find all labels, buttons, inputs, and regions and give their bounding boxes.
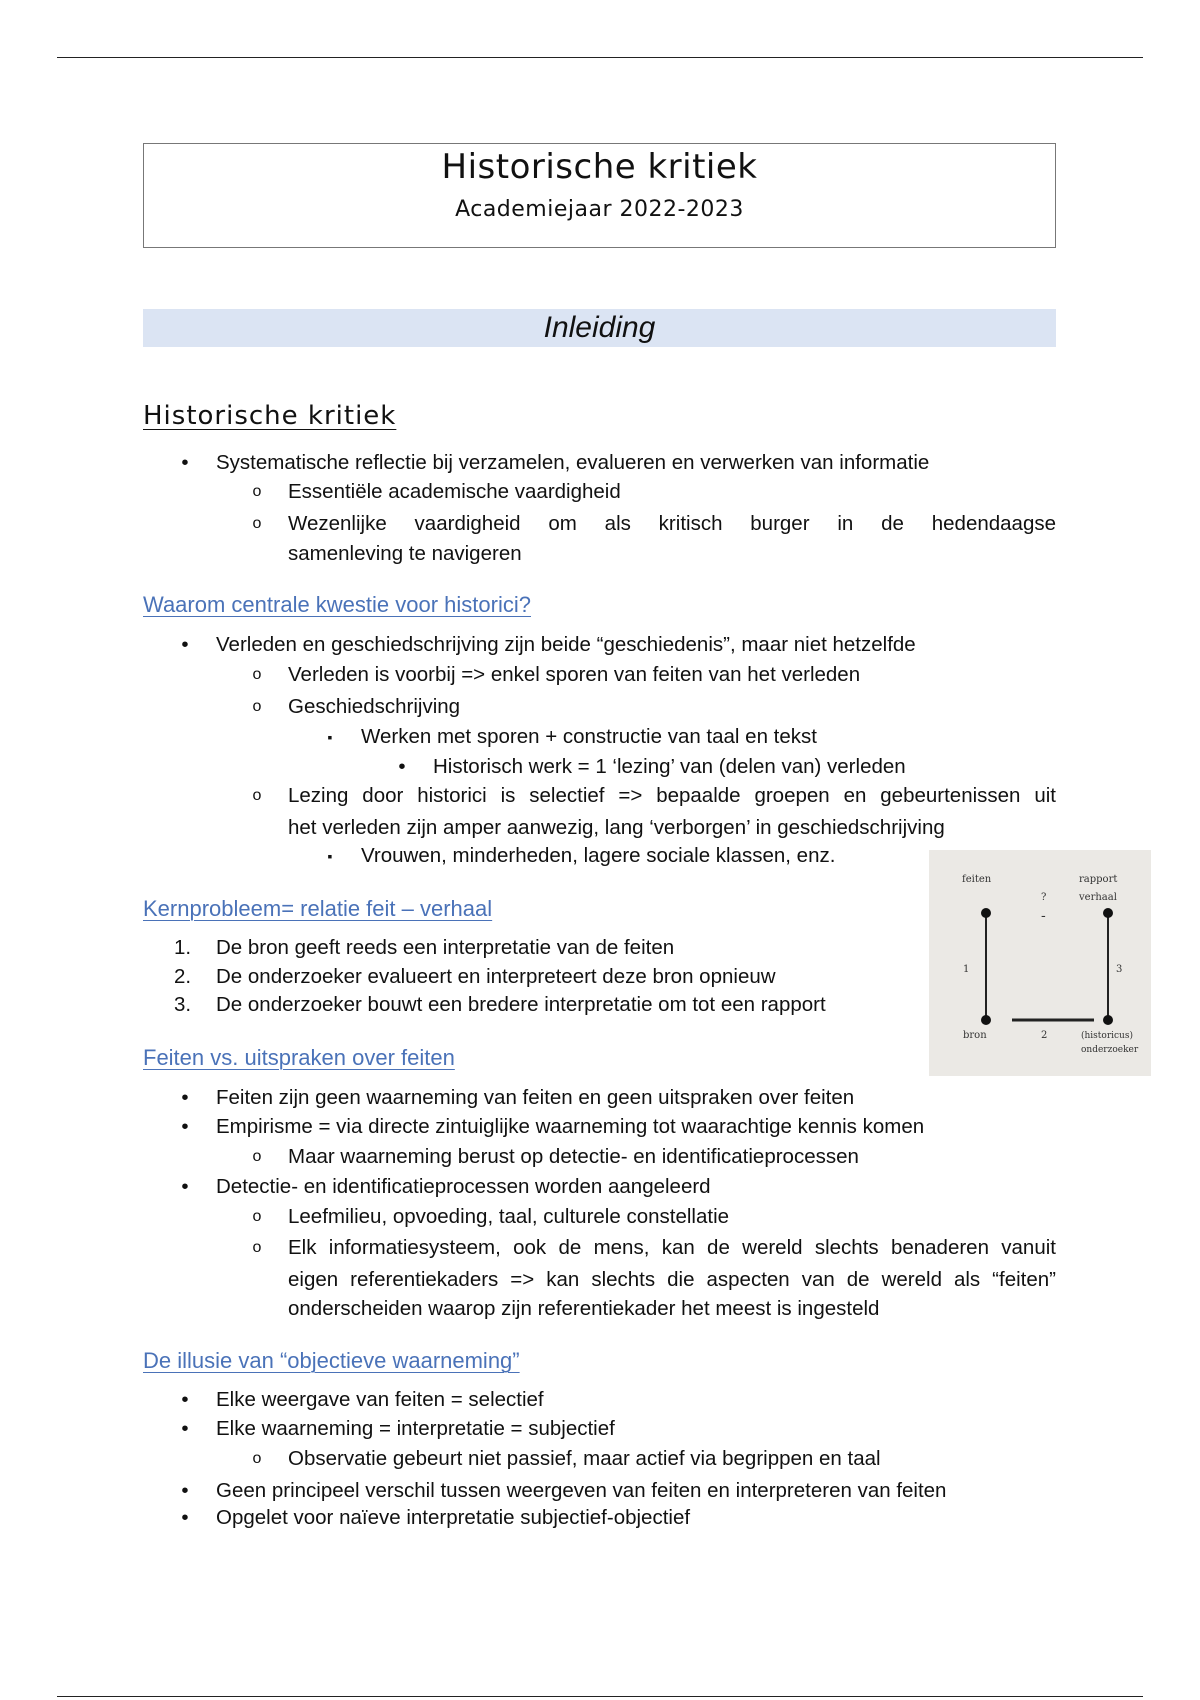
- bottom-rule: [57, 1696, 1143, 1697]
- sub-bullet-item: o Maar waarneming berust op detectie- en identificatieprocessen: [252, 1145, 859, 1168]
- diagram-edge-1: 1: [963, 964, 970, 975]
- bullet-item: • Empirisme = via directe zintuiglijke waarneming tot waarachtige kennis komen: [181, 1115, 925, 1138]
- diagram-question-mark: ?: [1041, 892, 1047, 903]
- diagram-label-feiten: feiten: [962, 874, 992, 885]
- continuation-line: het verleden zijn amper aanwezig, lang ‘verborgen’ in geschiedschrijving: [288, 816, 945, 839]
- title-box: [143, 143, 1056, 248]
- bullet-item: • Elke waarneming = interpretatie = subjectief: [181, 1417, 615, 1440]
- sub-bullet-item: o Leefmilieu, opvoeding, taal, culturele constellatie: [252, 1205, 730, 1228]
- heading-kernprobleem: Kernprobleem= relatie feit – verhaal: [143, 896, 493, 921]
- diagram-edge-2-right: 3: [1116, 964, 1123, 975]
- diagram-label-verhaal: verhaal: [1079, 892, 1117, 903]
- diagram-node-rapport: [1103, 908, 1113, 918]
- diagram-label-historicus: (historicus): [1081, 1031, 1133, 1041]
- heading-waarom: Waarom centrale kwestie voor historici?: [143, 592, 531, 617]
- sub-bullet-item: o Wezenlijke vaardigheid om als kritisch burger in de hedendaagse: [252, 512, 1056, 535]
- sub-bullet-item: o Elk informatiesysteem, ook de mens, kan de wereld slechts benaderen vanuit: [252, 1236, 1056, 1259]
- heading-illusie: De illusie van “objectieve waarneming”: [143, 1348, 520, 1373]
- diagram-node-onderzoeker: [1103, 1015, 1113, 1025]
- top-rule: [57, 57, 1143, 58]
- bullet-item: • Systematische reflectie bij verzamelen, evalueren en verwerken van informatie: [181, 451, 930, 474]
- heading-historische-kritiek: Historische kritiek: [143, 401, 397, 431]
- sub-sub-bullet-item: ▪ Werken met sporen + constructie van taal en tekst: [327, 725, 817, 748]
- continuation-line: eigen referentiekaders => kan slechts die aspecten van de wereld als “feiten”: [288, 1268, 1056, 1291]
- bullet-item: • Geen principeel verschil tussen weergeven van feiten en interpreteren van feiten: [181, 1479, 947, 1502]
- numbered-item: 1. De bron geeft reeds een interpretatie van de feiten: [174, 936, 675, 959]
- diagram-label-rapport: rapport: [1079, 874, 1118, 885]
- numbered-item: 2. De onderzoeker evalueert en interpreteert deze bron opnieuw: [174, 965, 776, 988]
- bullet-item: • Elke weergave van feiten = selectief: [181, 1388, 544, 1411]
- diagram-dash: -: [1041, 908, 1046, 924]
- sub-sub-bullet-item: ▪ Vrouwen, minderheden, lagere sociale klassen, enz.: [327, 844, 836, 867]
- bullet-item: • Detectie- en identificatieprocessen worden aangeleerd: [181, 1175, 711, 1198]
- diagram-label-onderzoeker: onderzoeker: [1081, 1045, 1139, 1055]
- sub-bullet-item: o Essentiële academische vaardigheid: [252, 480, 621, 503]
- sub-bullet-item: o Lezing door historici is selectief => bepaalde groepen en gebeurtenissen uit: [252, 784, 1056, 807]
- heading-feiten-vs-uitspraken: Feiten vs. uitspraken over feiten: [143, 1045, 455, 1070]
- continuation-line: onderscheiden waarop zijn referentiekader het meest is ingesteld: [288, 1297, 880, 1320]
- bullet-item: • Verleden en geschiedschrijving zijn beide “geschiedenis”, maar niet hetzelfde: [181, 633, 916, 656]
- sub-bullet-item: o Observatie gebeurt niet passief, maar actief via begrippen en taal: [252, 1447, 881, 1470]
- bullet-item: • Feiten zijn geen waarneming van feiten en geen uitspraken over feiten: [181, 1086, 855, 1109]
- numbered-item: 3. De onderzoeker bouwt een bredere interpretatie om tot een rapport: [174, 993, 826, 1016]
- sub-bullet-item: o Verleden is voorbij => enkel sporen van feiten van het verleden: [252, 663, 861, 686]
- diagram-label-bron: bron: [963, 1030, 987, 1041]
- diagram-edge-2: 2: [1041, 1030, 1048, 1041]
- section-heading: Inleiding: [143, 309, 1056, 347]
- level4-bullet-item: • Historisch werk = 1 ‘lezing’ van (delen van) verleden: [398, 755, 906, 778]
- diagram-node-feiten: [981, 908, 991, 918]
- bullet-item: • Opgelet voor naïeve interpretatie subjectief-objectief: [181, 1506, 691, 1529]
- document-title: Historische kritiek: [441, 147, 758, 187]
- document-subtitle: Academiejaar 2022-2023: [455, 197, 744, 222]
- continuation-line: samenleving te navigeren: [288, 542, 522, 565]
- sub-bullet-item: o Geschiedschrijving: [252, 695, 461, 718]
- feit-verhaal-diagram: [929, 850, 1151, 1076]
- diagram-node-bron: [981, 1015, 991, 1025]
